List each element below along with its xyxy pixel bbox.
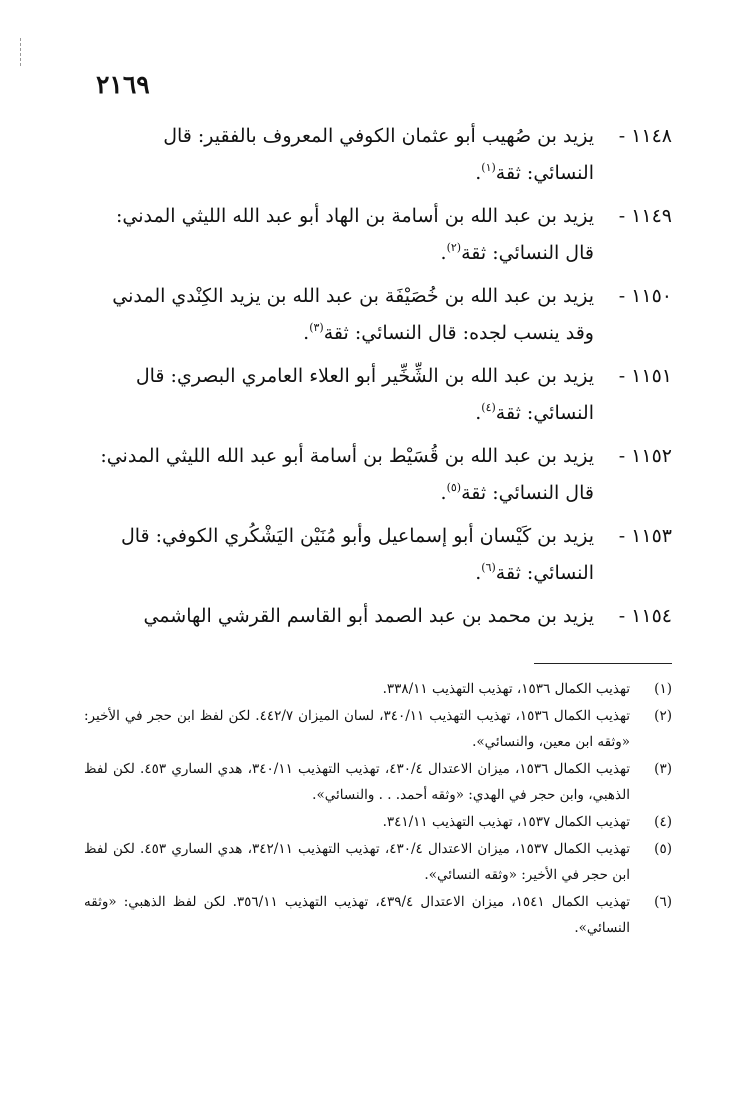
entry-end: . — [475, 162, 482, 184]
entry-line: يزيد بن صُهيب أبو عثمان الكوفي المعروف بالفقير: قال — [163, 125, 594, 147]
entry-number: ١١٥٠ - — [618, 285, 672, 307]
footnote-6 — [84, 889, 672, 941]
footnote-ref: (٢) — [446, 241, 462, 254]
entry-line: يزيد بن عبد الله بن أسامة بن الهاد أبو عبد الله الليثي المدني: — [116, 205, 594, 227]
entry-continuation — [96, 395, 594, 432]
footnote-ref: (٦) — [481, 561, 496, 574]
footnotes — [84, 676, 672, 942]
entry-1153 — [96, 518, 672, 592]
entry-1149 — [96, 198, 672, 272]
entry-line: النسائي: ثقة — [495, 162, 594, 184]
entry-number: ١١٥٢ - — [618, 445, 672, 467]
footnote-marker: (٢) — [654, 708, 672, 724]
entry-end: . — [440, 242, 447, 264]
footnote-ref: (١) — [481, 161, 496, 174]
entry-1152 — [96, 438, 672, 512]
footnote-marker: (٤) — [654, 814, 672, 830]
footnote-2 — [84, 703, 672, 755]
entry-1150 — [96, 278, 672, 352]
entry-number: ١١٤٨ - — [618, 125, 672, 147]
entry-line: قال النسائي: ثقة — [461, 242, 594, 264]
entry-continuation — [96, 475, 594, 512]
footnote-ref: (٤) — [481, 401, 496, 414]
footnote-ref: (٥) — [446, 481, 462, 494]
entries-list — [96, 118, 672, 641]
entry-line: يزيد بن محمد بن عبد الصمد أبو القاسم القرشي الهاشمي — [143, 605, 594, 627]
footnote-5 — [84, 836, 672, 888]
footnote-text: تهذيب الكمال ١٥٣٧، ميزان الاعتدال ٤٣٠/٤، تهذيب التهذيب ٣٤٢/١١، هدي الساري ٤٥٣. لكن لفظ ابن حجر في الأخير: «وثقه النسائي». — [84, 841, 631, 883]
entry-continuation — [96, 235, 594, 272]
footnote-marker: (٥) — [654, 841, 672, 857]
entry-number: ١١٥٤ - — [618, 605, 672, 627]
footnote-ref: (٣) — [309, 321, 324, 334]
entry-number: ١١٥١ - — [618, 365, 672, 387]
entry-end: . — [475, 562, 482, 584]
page-number: ٢١٦٩ — [96, 70, 150, 99]
footnote-text: تهذيب الكمال ١٥٣٦، ميزان الاعتدال ٤٣٠/٤، تهذيب التهذيب ٣٤٠/١١، هدي الساري ٤٥٣. لكن لفظ الذهبي، وابن حجر في الهدي: «وثقه أحمد. . . والنسائي». — [84, 761, 631, 803]
footnote-text: تهذيب الكمال ١٥٣٦، تهذيب التهذيب ٣٣٨/١١. — [382, 681, 630, 697]
entry-line: النسائي: ثقة — [495, 562, 594, 584]
entry-1148 — [96, 118, 672, 192]
entry-1154 — [96, 598, 672, 635]
entry-1151 — [96, 358, 672, 432]
entry-end: . — [303, 322, 310, 344]
footnote-1 — [84, 676, 672, 702]
entry-line: يزيد بن عبد الله بن الشِّخِّير أبو العلاء العامري البصري: قال — [135, 365, 594, 387]
margin-mark — [20, 38, 22, 66]
entry-line: يزيد بن عبد الله بن خُصَيْفَة بن عبد الله بن يزيد الكِنْدي المدني — [112, 285, 594, 307]
footnote-marker: (٦) — [654, 894, 672, 910]
entry-number: ١١٥٣ - — [618, 525, 672, 547]
entry-line: وقد ينسب لجده: قال النسائي: ثقة — [323, 322, 594, 344]
footnote-text: تهذيب الكمال ١٥٣٧، تهذيب التهذيب ٣٤١/١١. — [382, 814, 630, 830]
entry-line: النسائي: ثقة — [495, 402, 594, 424]
entry-line: يزيد بن كَيْسان أبو إسماعيل وأبو مُنَيْن اليَشْكُري الكوفي: قال — [120, 525, 594, 547]
footnote-3 — [84, 756, 672, 808]
footnote-4 — [84, 809, 672, 835]
footnote-text: تهذيب الكمال ١٥٤١، ميزان الاعتدال ٤٣٩/٤، تهذيب التهذيب ٣٥٦/١١. لكن لفظ الذهبي: «وثقه النسائي». — [84, 894, 631, 936]
entry-line: قال النسائي: ثقة — [461, 482, 594, 504]
entry-continuation — [96, 555, 594, 592]
footnote-marker: (١) — [654, 681, 672, 697]
footnote-text: تهذيب الكمال ١٥٣٦، تهذيب التهذيب ٣٤٠/١١، لسان الميزان ٤٤٢/٧. لكن لفظ ابن حجر في الأخير: «وثقه ابن معين، والنسائي». — [84, 708, 630, 750]
footnote-marker: (٣) — [654, 761, 672, 777]
entry-line: يزيد بن عبد الله بن قُسَيْط بن أسامة أبو عبد الله الليثي المدني: — [100, 445, 594, 467]
entry-number: ١١٤٩ - — [618, 205, 672, 227]
entry-continuation — [96, 155, 594, 192]
entry-continuation — [96, 315, 594, 352]
footnote-divider — [534, 663, 672, 664]
entry-end: . — [475, 402, 482, 424]
entry-end: . — [440, 482, 447, 504]
